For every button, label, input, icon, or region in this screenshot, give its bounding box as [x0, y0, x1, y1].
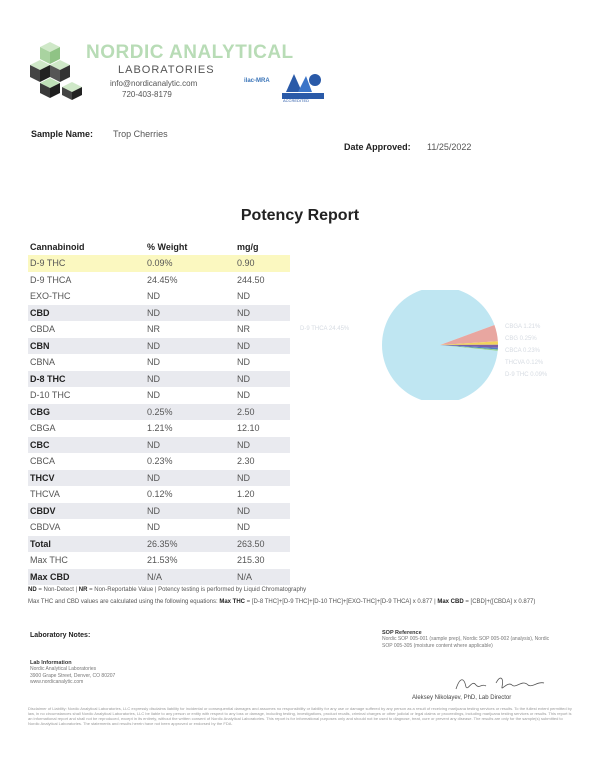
mg-cell: ND [235, 503, 290, 520]
cannabinoid-cell: CBC [28, 437, 145, 454]
mg-cell: ND [235, 437, 290, 454]
mg-cell: ND [237, 357, 250, 368]
mg-cell: ND [235, 470, 290, 487]
cannabinoid-cell: CBG [28, 404, 145, 421]
table-row [28, 371, 290, 388]
table-row [28, 519, 290, 536]
nd-key: ND [28, 587, 37, 593]
percent-cell: 0.12% [147, 489, 173, 500]
lab-info-website: www.nordicanalytic.com [30, 679, 84, 685]
percent-cell: 0.09% [145, 255, 235, 272]
percent-cell: ND [147, 522, 160, 533]
table-row [28, 453, 290, 470]
percent-cell: 0.25% [145, 404, 235, 421]
date-approved-label: Date Approved: [344, 142, 411, 152]
pie-label: CBG 0.25% [505, 336, 537, 342]
pie-label: CBGA 1.21% [505, 324, 541, 330]
date-approved-value: 11/25/2022 [427, 142, 472, 152]
col-mg-per-g: mg/g [237, 241, 259, 252]
sample-name-label: Sample Name: [31, 129, 94, 139]
percent-cell: ND [147, 357, 160, 368]
mg-cell: ND [237, 291, 250, 302]
mg-cell: ND [237, 522, 250, 533]
signer-name: Aleksey Nikolayev, PhD, Lab Director [412, 695, 512, 701]
cannabinoid-cell: Max CBD [28, 569, 145, 586]
mg-cell: 0.90 [235, 255, 290, 272]
percent-cell: N/A [145, 569, 235, 586]
lab-email: info@nordicanalytic.com [110, 79, 198, 88]
sample-name-value: Trop Cherries [113, 129, 168, 139]
col-cannabinoid: Cannabinoid [30, 241, 85, 252]
nr-key: NR [78, 587, 88, 593]
mg-cell: ND [237, 390, 250, 401]
table-row [28, 470, 290, 487]
cannabinoid-cell: D-9 THCA [30, 274, 72, 285]
table-row [28, 354, 290, 371]
potency-pie-chart [290, 290, 590, 400]
pie-label: THCVA 0.12% [505, 360, 544, 366]
mg-cell: 263.50 [235, 536, 290, 553]
table-row [28, 387, 290, 404]
percent-cell: ND [145, 470, 235, 487]
percent-cell: 1.21% [147, 423, 173, 434]
table-row [28, 288, 290, 305]
potency-table [28, 238, 290, 585]
cannabinoid-cell: D-8 THC [28, 371, 145, 388]
table-row [28, 338, 290, 355]
table-row [28, 272, 290, 289]
cannabinoid-cell: CBN [28, 338, 145, 355]
mg-cell: 2.30 [237, 456, 255, 467]
pie-label: D-9 THCA 24.45% [300, 326, 350, 332]
percent-cell: 26.35% [145, 536, 235, 553]
mg-cell: NR [237, 324, 250, 335]
nr-text: = Non-Reportable Value | Potency testing is performed by Liquid Chromatography [87, 587, 307, 593]
laboratory-notes-label: Laboratory Notes: [30, 632, 91, 639]
cannabinoid-cell: D-10 THC [30, 390, 71, 401]
cannabinoid-cell: CBDA [30, 324, 56, 335]
percent-cell: 21.53% [147, 555, 178, 566]
max-cbd-key: Max CBD [437, 599, 464, 605]
disclaimer: Disclaimer of Liability: Nordic Analytical Laboratories, LLC expressly disclaims liability for incidental or consequential damages and assumes no responsibility or liability for any use or damage suffered by any person as a result of receiving marijuana testing services or results. To the fullest extent permitted by law, in no circumstances shall Nordic Analytical Laboratories, LLC be liable to any person or entity with respect to any loss or damage, including testing, investigations, product recalls, criminal charges or other judicial or legal claims or proceedings, including marijuana testing services or results. This report is an informational report and shall not be reproduced, except in its entirety, without the written consent of Nordic Analytical Laboratories. This report is for informational purposes only and should not be used to diagnose, treat, cure or prevent any disease. The results are only for the sample(s) submitted to Nordic Analytical Laboratories. The statements and results herein have not been approved or endorsed by the FDA. [28, 706, 572, 726]
max-thc-key: Max THC [219, 599, 245, 605]
lab-info-name: Nordic Analytical Laboratories [30, 666, 97, 672]
lab-name: NORDIC ANALYTICAL [86, 42, 294, 63]
equation-note [28, 598, 578, 606]
max-cbd-eq: = [CBD]+([CBDA] x 0.877) [463, 599, 536, 605]
pie-label: D-9 THC 0.09% [505, 372, 548, 378]
max-thc-eq: = [D-8 THC]+[D-9 THC]+[D-10 THC]+[EXO-THC]+[D-9 THCA] x 0.877 | [245, 599, 438, 605]
accredited-label: ACCREDITED [283, 98, 310, 103]
col-percent-weight: % Weight [147, 241, 188, 252]
table-row [28, 420, 290, 437]
mg-cell: ND [235, 371, 290, 388]
eq-text: Max THC and CBD values are calculated using the following equations: [28, 599, 220, 605]
table-row [28, 536, 290, 553]
mg-cell: 1.20 [237, 489, 255, 500]
lab-info-title: Lab Information [30, 660, 72, 666]
table-row [28, 552, 290, 569]
mg-cell: ND [235, 338, 290, 355]
ilac-mra-logo: ilac-MRA [244, 78, 270, 84]
cannabinoid-cell: Total [28, 536, 145, 553]
percent-cell: ND [147, 291, 160, 302]
report-title: Potency Report [240, 207, 360, 224]
lab-subtitle: LABORATORIES [118, 64, 215, 76]
table-row [28, 569, 290, 586]
percent-cell: ND [145, 338, 235, 355]
table-row [28, 437, 290, 454]
sop-reference-text: Nordic SOP 005-001 (sample prep), Nordic SOP 005-002 (analysis), Nordic SOP 005-305 (moisture content where applicable) [382, 636, 550, 649]
cannabinoid-cell: THCVA [30, 489, 60, 500]
pie-label: CBCA 0.23% [505, 348, 541, 354]
signature-icon [452, 673, 552, 695]
percent-cell: ND [145, 371, 235, 388]
percent-cell: ND [145, 437, 235, 454]
cannabinoid-cell: CBCA [30, 456, 56, 467]
cannabinoid-cell: THCV [28, 470, 145, 487]
percent-cell: NR [147, 324, 160, 335]
lab-info [30, 666, 115, 686]
mg-cell: ND [235, 305, 290, 322]
mg-cell: N/A [235, 569, 290, 586]
table-row [28, 486, 290, 503]
percent-cell: ND [147, 390, 160, 401]
cannabinoid-cell: D-9 THC [28, 255, 145, 272]
table-row [28, 404, 290, 421]
sop-reference-title: SOP Reference [382, 630, 422, 636]
cannabinoid-cell: CBD [28, 305, 145, 322]
cannabinoid-cell: EXO-THC [30, 291, 71, 302]
table-row [28, 255, 290, 272]
percent-cell: ND [145, 305, 235, 322]
legend-note [28, 587, 578, 593]
percent-cell: ND [145, 503, 235, 520]
mg-cell: 2.50 [235, 404, 290, 421]
cannabinoid-cell: CBGA [30, 423, 56, 434]
table-row [28, 305, 290, 322]
mg-cell: 12.10 [237, 423, 260, 434]
percent-cell: 24.45% [147, 274, 178, 285]
nd-text: = Non-Detect | [36, 587, 79, 593]
table-row [28, 503, 290, 520]
cannabinoid-cell: Max THC [30, 555, 68, 566]
percent-cell: 0.23% [147, 456, 173, 467]
cannabinoid-cell: CBNA [30, 357, 56, 368]
lab-phone: 720-403-8179 [122, 90, 172, 99]
cannabinoid-cell: CBDV [28, 503, 145, 520]
lab-info-address: 3900 Grape Street, Denver, CO 80207 [30, 672, 116, 679]
mg-cell: 215.30 [237, 555, 265, 566]
cannabinoid-cell: CBDVA [30, 522, 61, 533]
mg-cell: 244.50 [237, 274, 265, 285]
table-row [28, 321, 290, 338]
table-header-row [28, 238, 290, 255]
